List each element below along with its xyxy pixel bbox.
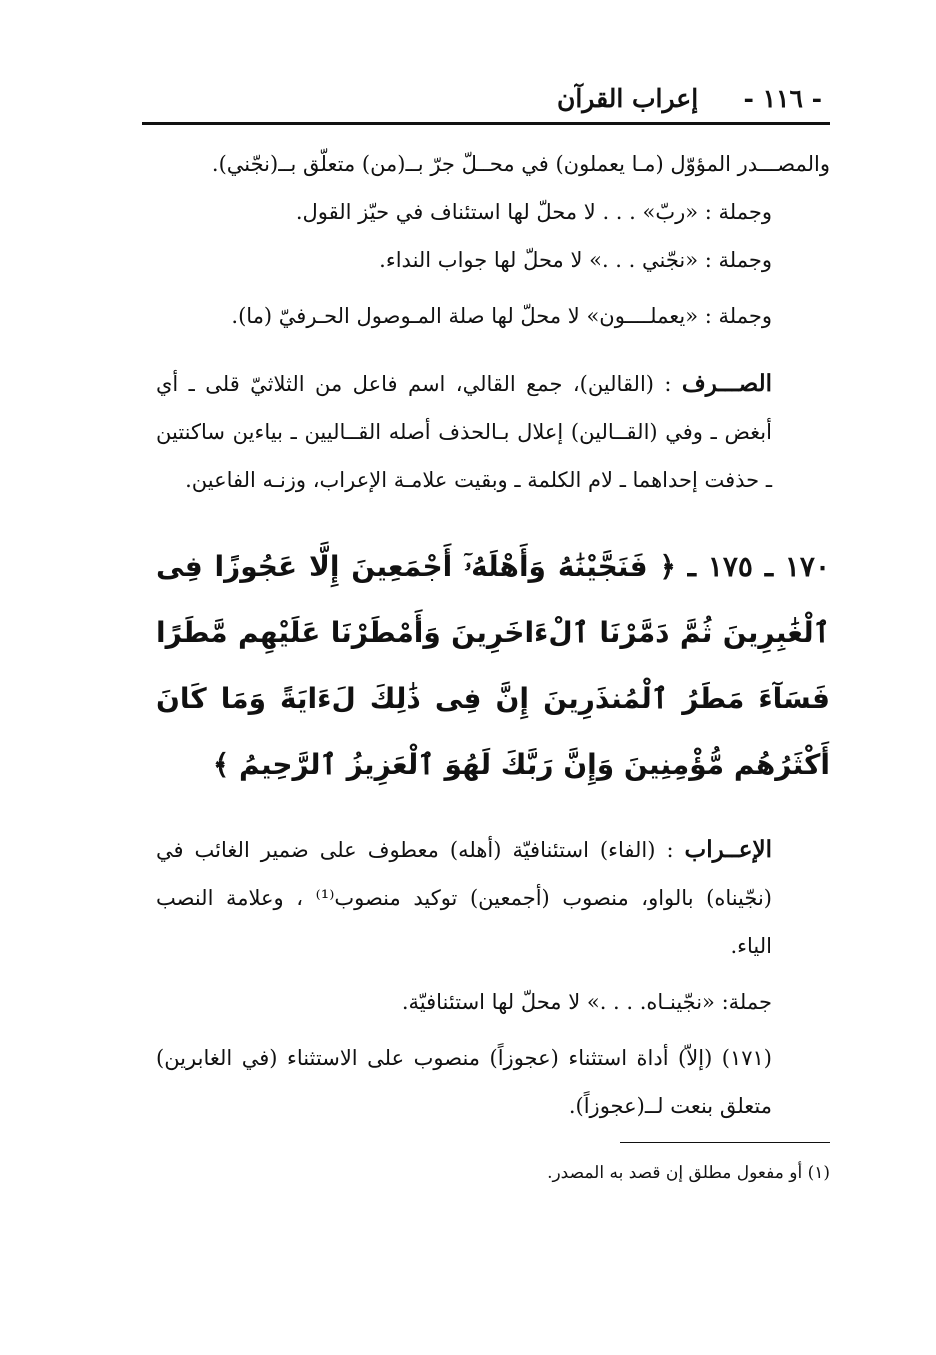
paragraph-jumla-yamalun: وجملة : «يعملــــون» لا محلّ لها صلة المـوصول الحـرفيّ (ما).: [231, 304, 772, 328]
paragraph-jumla-rabb: وجملة : «ربّ» . . . لا محلّ لها استئناف في حيّز القول.: [295, 200, 772, 224]
page-body: [156, 140, 830, 1130]
paragraph-masdar: والمصـــدر المؤوّل (مـا يعملون) في محــلّ جرّ بــ(من) متعلّق بــ(نجّني).: [211, 152, 830, 176]
verse-numbers: ١٧٠ ـ ١٧٥ ـ: [687, 550, 831, 583]
book-title: إعراب القرآن: [557, 84, 699, 113]
sarf-label: الصـــرف: [681, 370, 772, 397]
irab-label: الإعــراب: [684, 836, 772, 863]
footnote: (١) أو مفعول مطلق إن قصد به المصدر.: [547, 1163, 830, 1183]
irab-text: : (الفاء) استئنافيّة (أهله) معطوف على ضمير الغائب في (نجّيناه) بالواو، منصوب (أجمعين) توكيد منصوب⁽¹⁾ ، وعلامة النصب الياء.: [156, 838, 772, 958]
paragraph-jumla-najjaynahu: جملة: «نجّينـاه. . . .» لا محلّ لها استئنافيّة.: [401, 990, 772, 1014]
sarf-text: : (القالين)، جمع القالي، اسم فاعل من الثلاثيّ قلى ـ أي أبغض ـ وفي (القــالين) إعلال بـالحذف أصله القــاليين ـ بياءين ساكنتين ـ حذفت إحداهما ـ لام الكلمة ـ وبقيت علامـة الإعراب، وزنـه الفاعين.: [156, 372, 772, 492]
paragraph-jumla-najjini: وجملة : «نجّني . . .» لا محلّ لها جواب النداء.: [379, 248, 772, 272]
footnote-divider: [620, 1142, 830, 1143]
quran-verse: [156, 534, 830, 798]
paragraph-171: (١٧١) (إلاّ) أداة استثناء (عجوزاً) منصوب على الاستثناء (في الغابرين) متعلق بنعت لــ(عجوزاً).: [156, 1046, 772, 1118]
paragraph-sarf: [156, 360, 830, 504]
paragraph-irab: [156, 826, 830, 970]
page-header: [142, 78, 830, 125]
verse-text: ﴿ فَنَجَّيْنَٰهُ وَأَهْلَهُۥٓ أَجْمَعِينَ إِلَّا عَجُوزًا فِى ٱلْغَٰبِرِينَ ثُمَّ دَمَّرْنَا ٱلْءَاخَرِينَ وَأَمْطَرْنَا عَلَيْهِم مَّطَرًا فَسَآءَ مَطَرُ ٱلْمُنذَرِينَ إِنَّ فِى ذَٰلِكَ لَءَايَةً وَمَا كَانَ أَكْثَرُهُم مُّؤْمِنِينَ وَإِنَّ رَبَّكَ لَهُوَ ٱلْعَزِيزُ ٱلرَّحِيمُ ﴾: [156, 550, 830, 781]
page-number: - ١١٦ -: [743, 84, 822, 113]
